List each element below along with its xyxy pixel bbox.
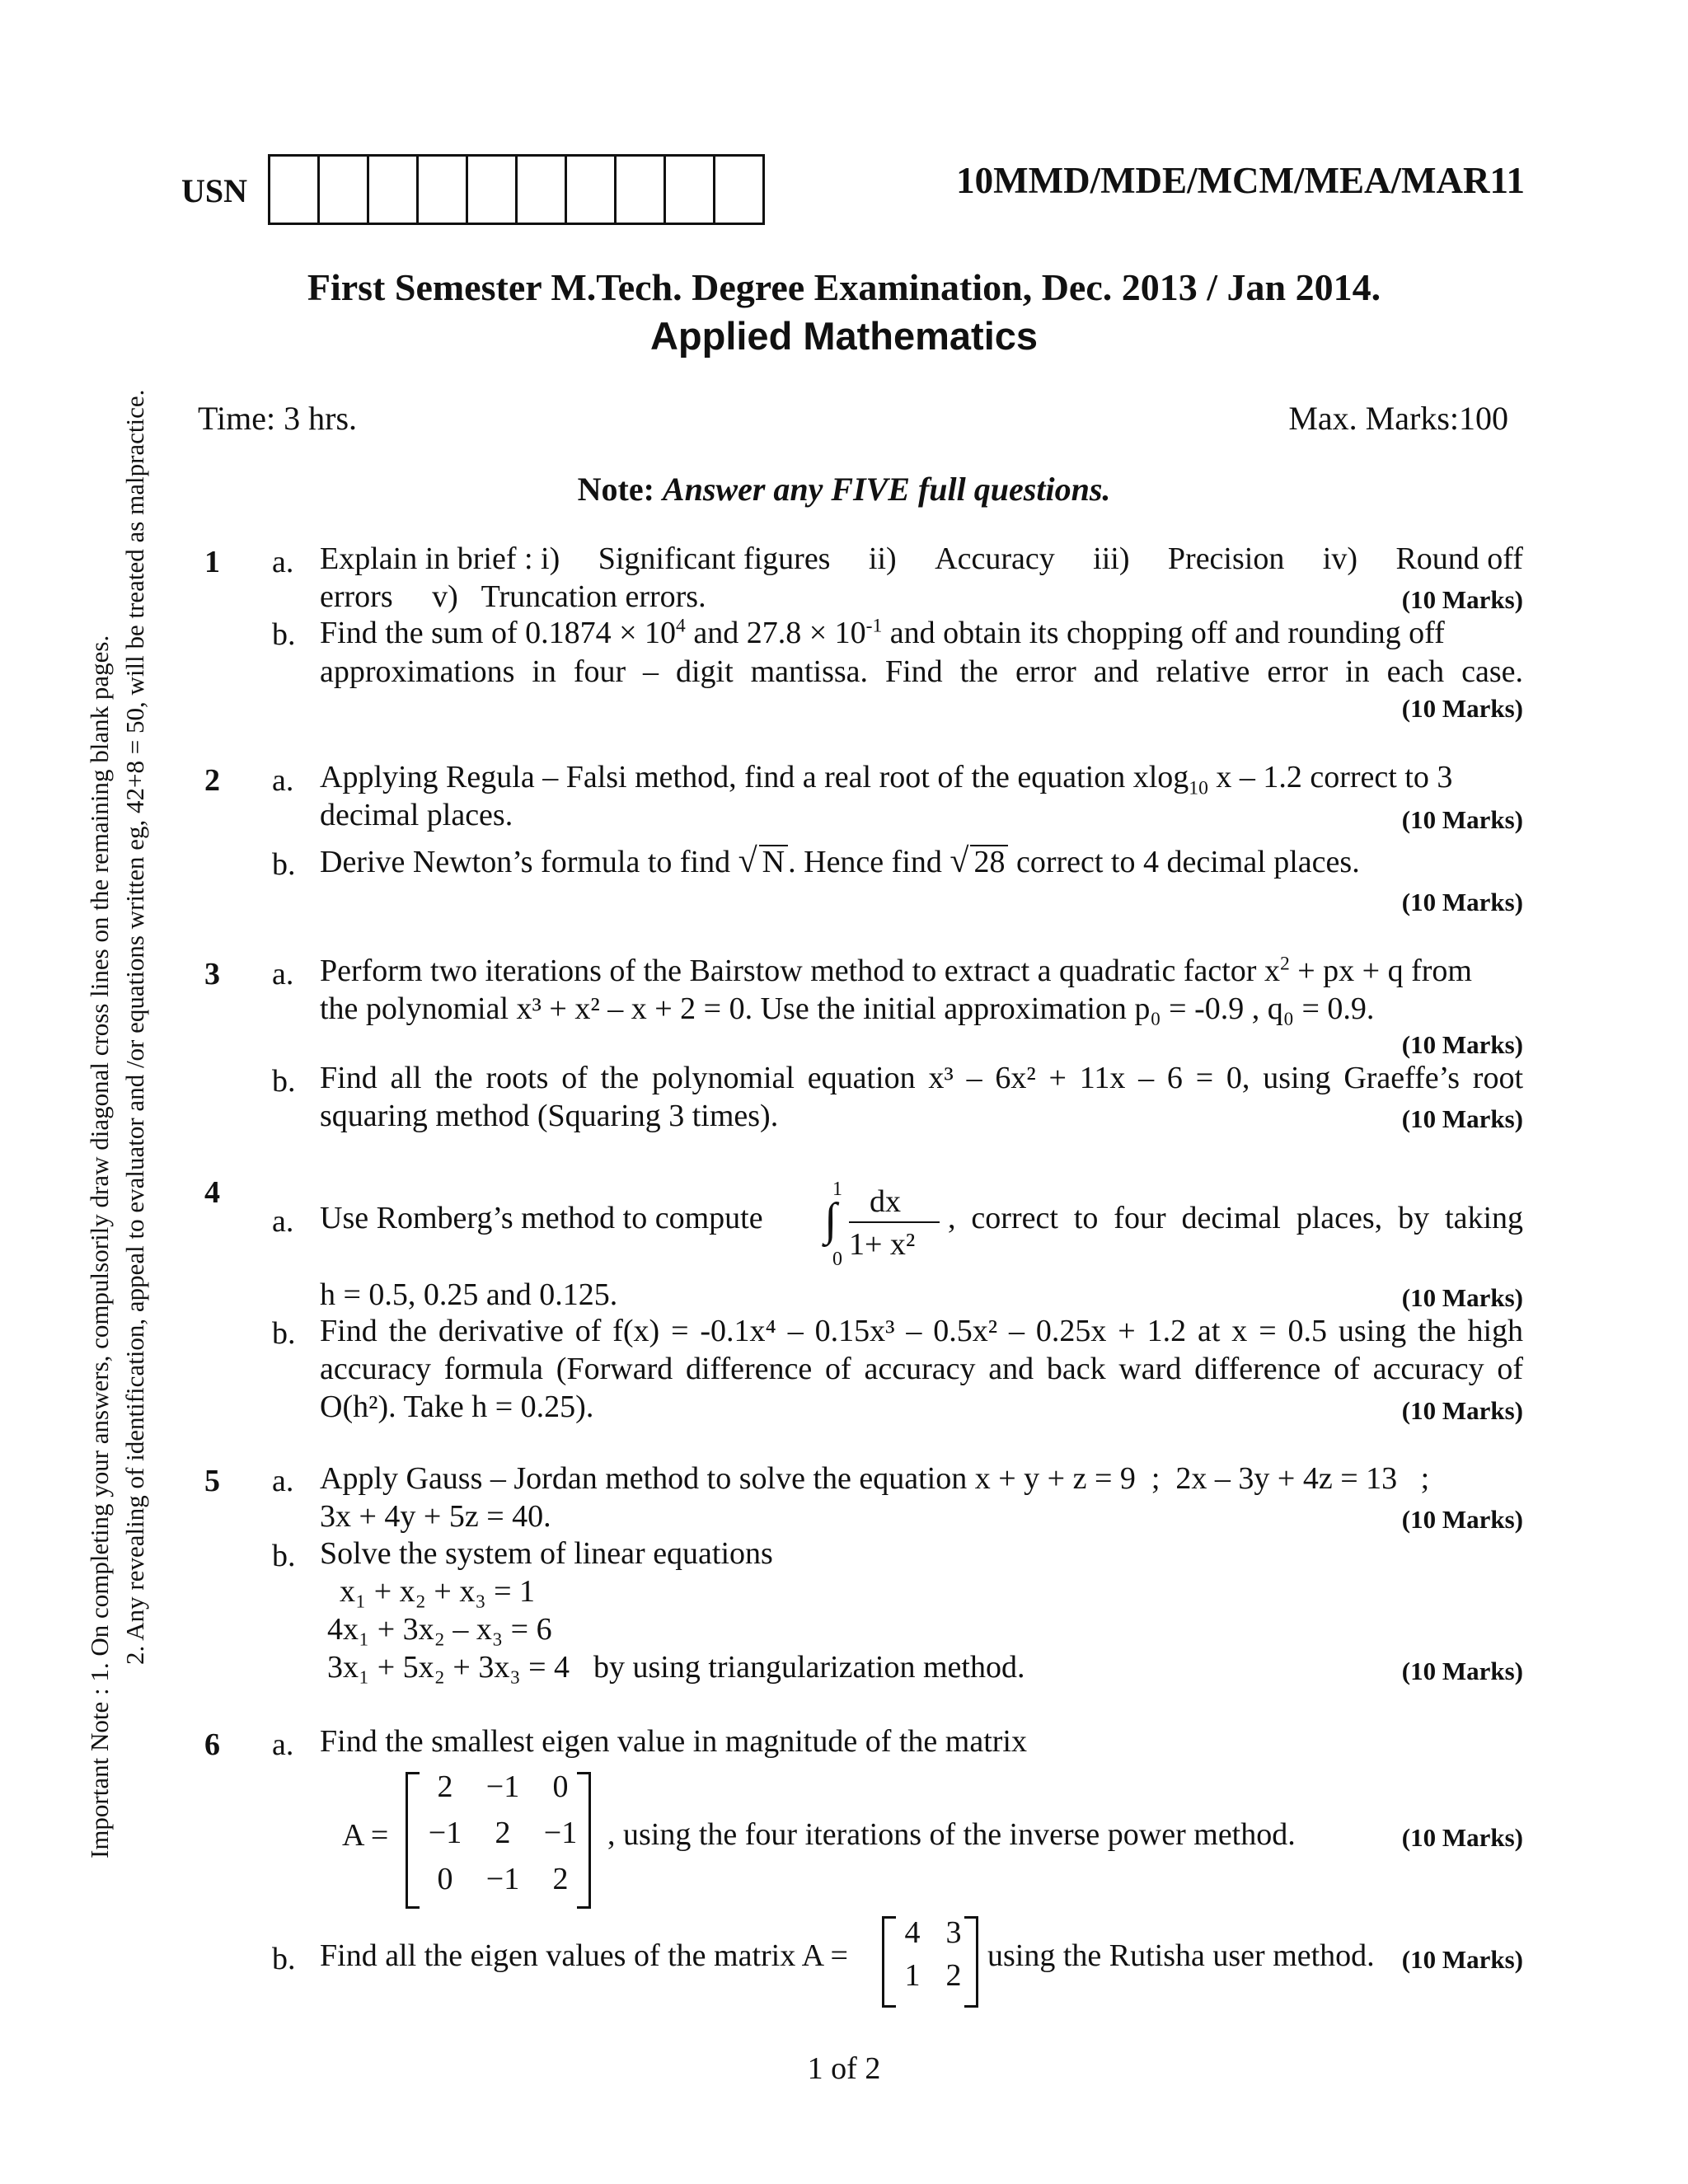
- sub-label: b.: [272, 617, 296, 652]
- q6a-line1: Find the smallest eigen value in magnitude of the matrix: [320, 1724, 1027, 1759]
- exponent: 4: [676, 615, 686, 637]
- q3b-line2: squaring method (Squaring 3 times).: [320, 1099, 779, 1133]
- time-label: Time: 3 hrs.: [198, 400, 358, 437]
- usn-digit-box[interactable]: [468, 154, 518, 225]
- q4b-line2: accuracy formula (Forward difference of accuracy and back ward difference of accuracy of: [320, 1352, 1523, 1386]
- usn-digit-box[interactable]: [715, 154, 765, 225]
- matrix-cell: −1: [485, 1862, 520, 1896]
- matrix-cell: 2: [945, 1958, 962, 1993]
- usn-digit-box[interactable]: [270, 154, 320, 225]
- q1a-part: Round off: [1395, 541, 1523, 576]
- text: Derive Newton’s formula to find: [320, 845, 738, 879]
- q6a-post: , using the four iterations of the inverse power method.: [607, 1817, 1296, 1852]
- exponent: 2: [1279, 953, 1290, 975]
- note-label: Note:: [577, 471, 654, 508]
- marks-label: (10 Marks): [1401, 1657, 1523, 1685]
- q5b-eq3-post: by using triangularization method.: [593, 1650, 1025, 1685]
- q4a-line2: h = 0.5, 0.25 and 0.125.: [320, 1277, 618, 1312]
- matrix-cell: 2: [495, 1816, 511, 1850]
- q4b-line3: O(h²). Take h = 0.25).: [320, 1390, 594, 1424]
- sqrt-icon: √: [738, 842, 757, 880]
- fraction-bar: [849, 1221, 940, 1223]
- text: Find the sum of 0.1874 × 10: [320, 616, 677, 650]
- side-note-line2: 2. Any revealing of identification, appeal to evaluator and /or equations written eg, 42+8 = 50, will be treated as malpractice.: [120, 389, 149, 1665]
- q1a-part: iii): [1093, 541, 1130, 576]
- matrix-cell: 0: [552, 1769, 569, 1804]
- question-number: 1: [204, 545, 220, 579]
- radicand: 28: [970, 845, 1008, 878]
- q5b-eq3: 3x₁ + 5x₂ + 3x₃ = 4: [327, 1650, 570, 1685]
- marks-label: (10 Marks): [1401, 1823, 1523, 1852]
- sub-label: a.: [272, 763, 294, 798]
- marks-label: (10 Marks): [1401, 1030, 1523, 1059]
- fraction-denominator: 1+ x²: [849, 1227, 916, 1262]
- matrix-cell: 2: [552, 1862, 569, 1896]
- marks-label: (10 Marks): [1401, 1396, 1523, 1425]
- q5a-line2: 3x + 4y + 5z = 40.: [320, 1499, 551, 1534]
- q1b-line1: [320, 614, 1523, 652]
- page-number: 1 of 2: [807, 2051, 881, 2086]
- marks-label: (10 Marks): [1401, 1505, 1523, 1534]
- question-number: 4: [204, 1175, 220, 1210]
- integral-icon: ∫: [824, 1194, 837, 1245]
- q3b-line1: Find all the roots of the polynomial equation x³ – 6x² + 11x – 6 = 0, using Graeffe’s root: [320, 1061, 1523, 1095]
- q5a-line1: Apply Gauss – Jordan method to solve the equation x + y + z = 9 ; 2x – 3y + 4z = 13 ;: [320, 1461, 1430, 1496]
- q6b-pre: Find all the eigen values of the matrix A =: [320, 1938, 848, 1973]
- sub-label: a.: [272, 545, 294, 579]
- fraction-numerator: dx: [870, 1184, 901, 1219]
- marks-label: (10 Marks): [1401, 888, 1523, 916]
- marks-label: (10 Marks): [1401, 694, 1523, 723]
- q2b-line1: [320, 842, 1523, 881]
- marks-label: (10 Marks): [1401, 805, 1523, 834]
- side-note-line1: Important Note : 1. On completing your answers, compulsorily draw diagonal cross lines on the remaining blank pages.: [85, 635, 114, 1858]
- q3a-line2: the polynomial x³ + x² – x + 2 = 0. Use the initial approximation p₀ = -0.9 , q₀ = 0.9.: [320, 991, 1375, 1026]
- q4a-line1-pre: Use Romberg’s method to compute: [320, 1201, 763, 1235]
- q4b-line1: Find the derivative of f(x) = -0.1x⁴ – 0.15x³ – 0.5x² – 0.25x + 1.2 at x = 0.5 using the high: [320, 1314, 1523, 1348]
- text: and 27.8 × 10: [685, 616, 866, 650]
- sub-label: b.: [272, 1942, 296, 1976]
- instructions-note: [0, 470, 1688, 509]
- text: + px + q from: [1289, 954, 1472, 988]
- matrix-cell: 2: [437, 1769, 453, 1804]
- q1b-line2: approximations in four – digit mantissa. Find the error and relative error in each case.: [320, 654, 1523, 689]
- q1a-part: ii): [868, 541, 897, 576]
- q1a-part: Accuracy: [935, 541, 1055, 576]
- sub-label: b.: [272, 847, 296, 882]
- sub-label: a.: [272, 1727, 294, 1762]
- q1a-part: Explain in brief : i): [320, 541, 560, 576]
- text: Applying Regula – Falsi method, find a real root of the equation xlog: [320, 760, 1189, 794]
- sub-label: a.: [272, 1204, 294, 1239]
- text: correct to 4 decimal places.: [1008, 845, 1360, 879]
- marks-label: (10 Marks): [1401, 585, 1523, 614]
- question-number: 2: [204, 763, 220, 798]
- sub-label: a.: [272, 1464, 294, 1498]
- text: and obtain its chopping off and rounding off: [882, 616, 1445, 650]
- q1a-line1: [320, 540, 1523, 578]
- usn-box-row[interactable]: [268, 154, 765, 225]
- text: x – 1.2 correct to 3: [1207, 760, 1453, 794]
- text: Perform two iterations of the Bairstow method to extract a quadratic factor x: [320, 954, 1280, 988]
- q1a-part: Precision: [1167, 541, 1285, 576]
- note-text: Answer any FIVE full questions.: [662, 471, 1111, 508]
- usn-digit-box[interactable]: [617, 154, 666, 225]
- q1a-part: iv): [1322, 541, 1357, 576]
- sub-label: a.: [272, 957, 294, 991]
- usn-digit-box[interactable]: [369, 154, 419, 225]
- sqrt-icon: √: [950, 842, 969, 880]
- matrix-cell: 3: [945, 1915, 962, 1950]
- subscript: 10: [1189, 777, 1208, 799]
- question-number: 5: [204, 1464, 220, 1498]
- q2a-line1: [320, 758, 1523, 799]
- matrix-b: [892, 1914, 974, 1994]
- text: . Hence find: [788, 845, 950, 879]
- question-number: 6: [204, 1727, 220, 1762]
- integral-lower: 0: [832, 1249, 842, 1270]
- matrix-cell: −1: [543, 1816, 578, 1850]
- q2a-line2: decimal places.: [320, 798, 513, 832]
- matrix-a: [416, 1768, 589, 1898]
- matrix-cell: 0: [437, 1862, 453, 1896]
- q1a-part: Significant figures: [598, 541, 831, 576]
- matrix-cell: −1: [428, 1816, 462, 1850]
- radicand: N: [759, 845, 788, 878]
- q5b-eq2: 4x₁ + 3x₂ – x₃ = 6: [327, 1612, 552, 1647]
- sub-label: b.: [272, 1064, 296, 1099]
- usn-digit-box[interactable]: [567, 154, 617, 225]
- q6b-post: using the Rutisha user method.: [987, 1938, 1375, 1973]
- sub-label: b.: [272, 1316, 296, 1351]
- paper-code: 10MMD/MDE/MCM/MEA/MAR11: [956, 160, 1525, 201]
- q4a-line1-post: , correct to four decimal places, by taking: [948, 1201, 1523, 1235]
- integral-upper: 1: [832, 1179, 842, 1200]
- usn-digit-box[interactable]: [518, 154, 567, 225]
- usn-label: USN: [181, 172, 248, 209]
- marks-label: (10 Marks): [1401, 1104, 1523, 1133]
- usn-digit-box[interactable]: [666, 154, 715, 225]
- matrix-label: A =: [342, 1818, 389, 1853]
- sub-label: b.: [272, 1539, 296, 1573]
- matrix-cell: 1: [904, 1958, 921, 1993]
- max-marks-label: Max. Marks:100: [1288, 400, 1508, 437]
- q1a-line2: errors v) Truncation errors.: [320, 579, 706, 614]
- subject-title: Applied Mathematics: [649, 314, 1039, 358]
- marks-label: (10 Marks): [1401, 1283, 1523, 1312]
- exponent: -1: [865, 615, 883, 637]
- usn-digit-box[interactable]: [320, 154, 369, 225]
- q5b-line1: Solve the system of linear equations: [320, 1536, 773, 1571]
- question-number: 3: [204, 957, 220, 991]
- marks-label: (10 Marks): [1401, 1945, 1523, 1974]
- q5b-eq1: x₁ + x₂ + x₃ = 1: [340, 1574, 536, 1609]
- exam-title: First Semester M.Tech. Degree Examination, Dec. 2013 / Jan 2014.: [307, 266, 1381, 308]
- matrix-cell: 4: [904, 1915, 921, 1950]
- usn-digit-box[interactable]: [419, 154, 468, 225]
- q3a-line1: [320, 952, 1523, 990]
- matrix-cell: −1: [485, 1769, 520, 1804]
